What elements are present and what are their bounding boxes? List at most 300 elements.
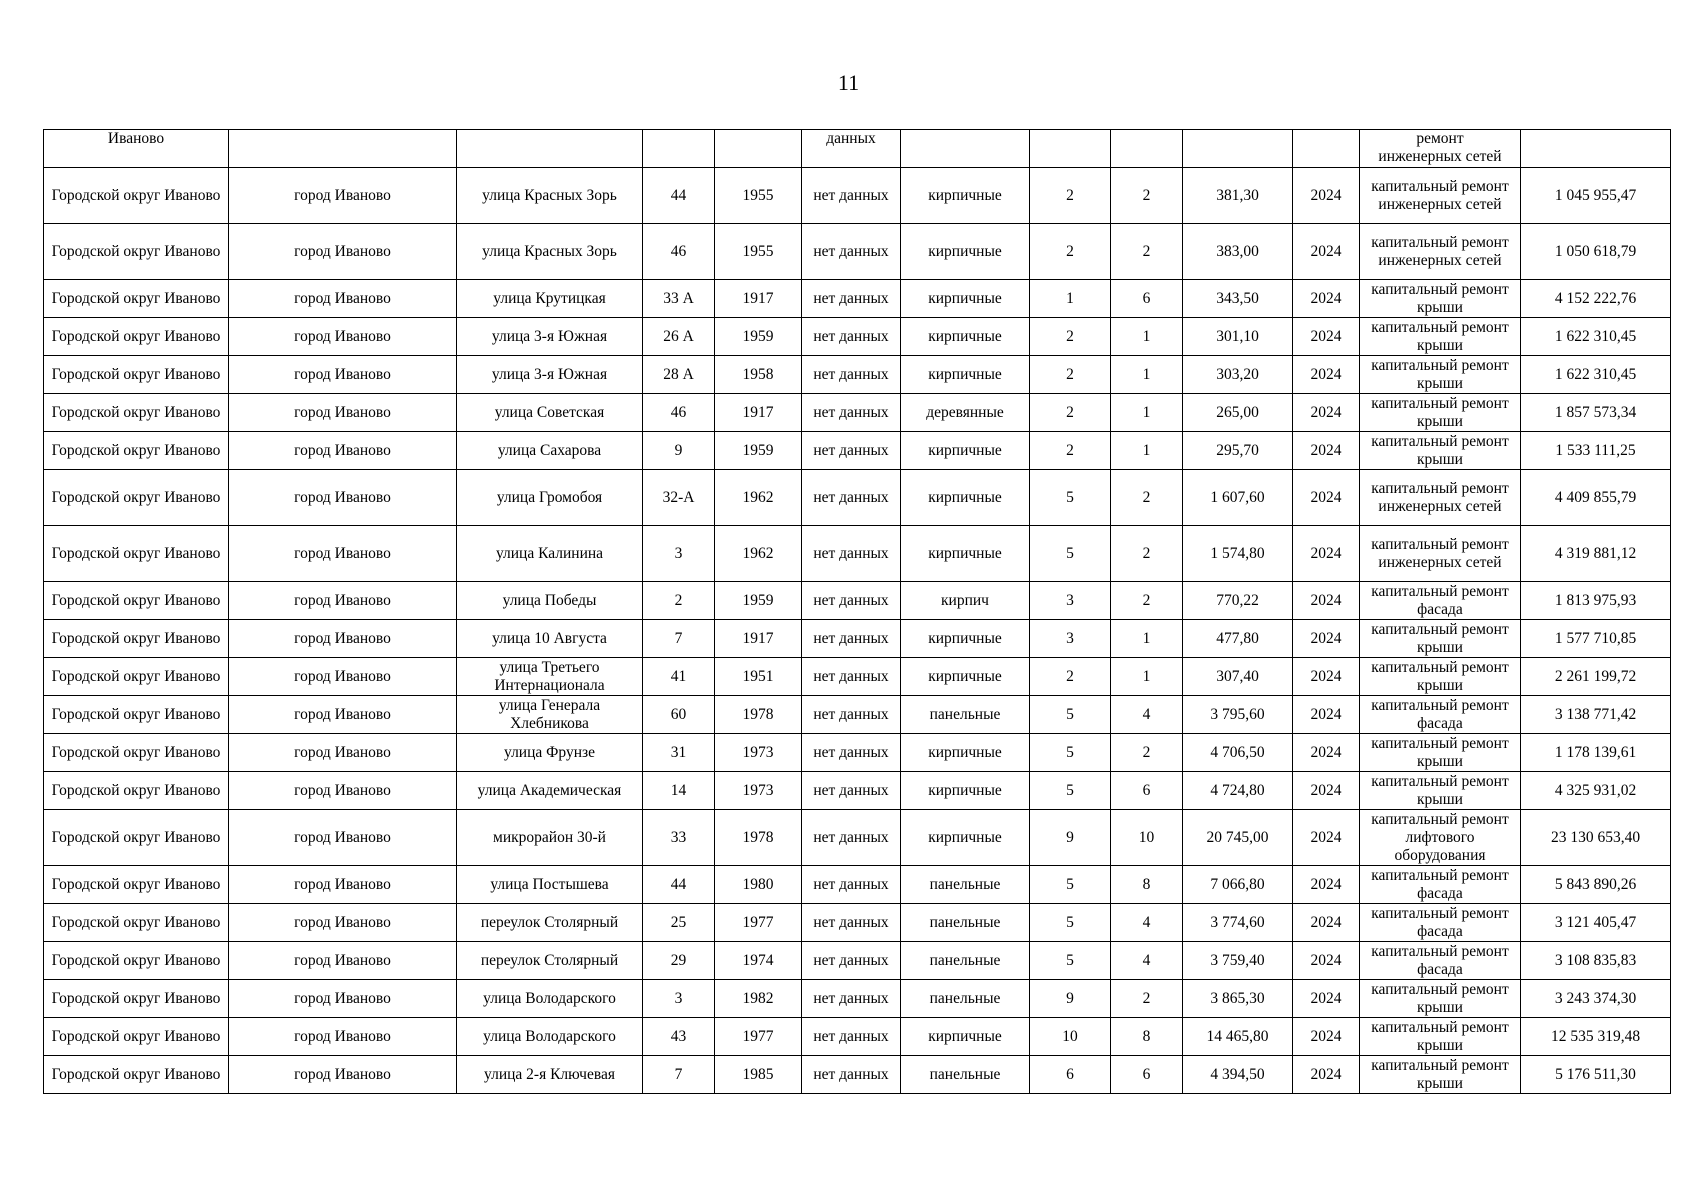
table-row: [44, 1018, 1671, 1056]
street-cell: улица Красных Зорь: [457, 224, 643, 280]
build-year-cell: 1951: [715, 658, 802, 696]
house-number-cell: 28 А: [643, 356, 715, 394]
entrances-cell: 4: [1111, 904, 1183, 942]
municipality-cell: Городской округ Иваново: [44, 734, 229, 772]
area-cell: 1 607,60: [1183, 470, 1293, 526]
condition-cell: нет данных: [802, 224, 901, 280]
cost-cell: 4 409 855,79: [1521, 470, 1671, 526]
settlement-cell: город Иваново: [229, 810, 457, 866]
floors-cell: 5: [1030, 696, 1111, 734]
municipality-cell: Городской округ Иваново: [44, 866, 229, 904]
cost-cell: 3 108 835,83: [1521, 942, 1671, 980]
floors-cell: 5: [1030, 866, 1111, 904]
settlement-cell: город Иваново: [229, 168, 457, 224]
settlement-cell: город Иваново: [229, 280, 457, 318]
house-number-cell: 33: [643, 810, 715, 866]
wall-material-cell: кирпичные: [901, 318, 1030, 356]
year-cell: 2024: [1293, 470, 1360, 526]
floors-cell: 5: [1030, 942, 1111, 980]
condition-cell: нет данных: [802, 772, 901, 810]
work-type-cell: капитальный ремонт крыши: [1360, 772, 1521, 810]
year-cell: 2024: [1293, 772, 1360, 810]
housing-repair-table: [43, 129, 1671, 1094]
street-cell: улица Постышева: [457, 866, 643, 904]
street-cell: улица Володарского: [457, 980, 643, 1018]
condition-cell: нет данных: [802, 1056, 901, 1094]
build-year-cell: 1959: [715, 318, 802, 356]
work-type-cell: капитальный ремонт фасада: [1360, 866, 1521, 904]
year-cell: 2024: [1293, 1018, 1360, 1056]
build-year-cell: 1982: [715, 980, 802, 1018]
build-year-cell: 1917: [715, 620, 802, 658]
floors-cell: 2: [1030, 356, 1111, 394]
area-cell: 3 759,40: [1183, 942, 1293, 980]
cost-cell: 3 138 771,42: [1521, 696, 1671, 734]
wall-material-cell: кирпичные: [901, 1018, 1030, 1056]
wall-material-cell: кирпичные: [901, 224, 1030, 280]
area-cell: 477,80: [1183, 620, 1293, 658]
municipality-cell: Городской округ Иваново: [44, 1056, 229, 1094]
entrances-cell: 2: [1111, 582, 1183, 620]
entrances-cell: 6: [1111, 772, 1183, 810]
street-cell: микрорайон 30-й: [457, 810, 643, 866]
year-cell: 2024: [1293, 224, 1360, 280]
municipality-cell: Городской округ Иваново: [44, 318, 229, 356]
work-type-cell: капитальный ремонт фасада: [1360, 582, 1521, 620]
cost-cell: 1 813 975,93: [1521, 582, 1671, 620]
floors-cell: 9: [1030, 810, 1111, 866]
area-cell: 1 574,80: [1183, 526, 1293, 582]
cost-cell: 4 152 222,76: [1521, 280, 1671, 318]
cost-cell: 3 121 405,47: [1521, 904, 1671, 942]
wall-material-cell: кирпичные: [901, 772, 1030, 810]
area-cell: 4 706,50: [1183, 734, 1293, 772]
house-number-cell: 25: [643, 904, 715, 942]
area-cell: 3 774,60: [1183, 904, 1293, 942]
house-number-cell: 44: [643, 168, 715, 224]
wall-material-cell: панельные: [901, 942, 1030, 980]
cost-cell: 1 622 310,45: [1521, 356, 1671, 394]
street-cell: переулок Столярный: [457, 904, 643, 942]
wall-material-cell: кирпичные: [901, 526, 1030, 582]
work-type-cell: капитальный ремонт крыши: [1360, 620, 1521, 658]
settlement-cell: город Иваново: [229, 904, 457, 942]
floors-cell: 5: [1030, 526, 1111, 582]
year-cell: 2024: [1293, 866, 1360, 904]
settlement-cell: город Иваново: [229, 582, 457, 620]
street-cell: улица Володарского: [457, 1018, 643, 1056]
work-type-cell: капитальный ремонт крыши: [1360, 658, 1521, 696]
table-row: [44, 696, 1671, 734]
settlement-cell: город Иваново: [229, 658, 457, 696]
area-cell: 343,50: [1183, 280, 1293, 318]
house-number-cell: 46: [643, 224, 715, 280]
table-row: [44, 810, 1671, 866]
table-row: [44, 526, 1671, 582]
work-type-cell: капитальный ремонт крыши: [1360, 318, 1521, 356]
municipality-cell: Городской округ Иваново: [44, 394, 229, 432]
house-number-cell: 3: [643, 980, 715, 1018]
year-cell: 2024: [1293, 658, 1360, 696]
work-type-cell: капитальный ремонт фасада: [1360, 942, 1521, 980]
settlement-cell: [229, 130, 457, 168]
year-cell: 2024: [1293, 526, 1360, 582]
municipality-cell: Иваново: [44, 130, 229, 168]
build-year-cell: 1955: [715, 224, 802, 280]
street-cell: улица Третьего Интернационала: [457, 658, 643, 696]
entrances-cell: 1: [1111, 658, 1183, 696]
house-number-cell: 2: [643, 582, 715, 620]
municipality-cell: Городской округ Иваново: [44, 280, 229, 318]
table-row-continuation: [44, 130, 1671, 168]
area-cell: 14 465,80: [1183, 1018, 1293, 1056]
street-cell: улица Победы: [457, 582, 643, 620]
municipality-cell: Городской округ Иваново: [44, 772, 229, 810]
settlement-cell: город Иваново: [229, 394, 457, 432]
street-cell: переулок Столярный: [457, 942, 643, 980]
table-row: [44, 470, 1671, 526]
wall-material-cell: панельные: [901, 1056, 1030, 1094]
house-number-cell: 32-А: [643, 470, 715, 526]
cost-cell: 23 130 653,40: [1521, 810, 1671, 866]
entrances-cell: 8: [1111, 866, 1183, 904]
wall-material-cell: панельные: [901, 980, 1030, 1018]
condition-cell: нет данных: [802, 696, 901, 734]
year-cell: 2024: [1293, 942, 1360, 980]
build-year-cell: 1917: [715, 394, 802, 432]
floors-cell: 2: [1030, 224, 1111, 280]
street-cell: улица Калинина: [457, 526, 643, 582]
build-year-cell: 1959: [715, 432, 802, 470]
street-cell: улица 2-я Ключевая: [457, 1056, 643, 1094]
work-type-cell: капитальный ремонт лифтового оборудования: [1360, 810, 1521, 866]
condition-cell: нет данных: [802, 904, 901, 942]
table-row: [44, 866, 1671, 904]
area-cell: 3 865,30: [1183, 980, 1293, 1018]
area-cell: 770,22: [1183, 582, 1293, 620]
street-cell: улица Крутицкая: [457, 280, 643, 318]
year-cell: 2024: [1293, 432, 1360, 470]
table-row: [44, 658, 1671, 696]
entrances-cell: 1: [1111, 356, 1183, 394]
settlement-cell: город Иваново: [229, 1018, 457, 1056]
year-cell: 2024: [1293, 696, 1360, 734]
table-row: [44, 582, 1671, 620]
house-number-cell: 26 А: [643, 318, 715, 356]
year-cell: 2024: [1293, 394, 1360, 432]
area-cell: 4 394,50: [1183, 1056, 1293, 1094]
settlement-cell: город Иваново: [229, 772, 457, 810]
work-type-cell: капитальный ремонт крыши: [1360, 280, 1521, 318]
floors-cell: [1030, 130, 1111, 168]
cost-cell: 1 533 111,25: [1521, 432, 1671, 470]
build-year-cell: 1974: [715, 942, 802, 980]
build-year-cell: 1962: [715, 526, 802, 582]
work-type-cell: капитальный ремонт крыши: [1360, 432, 1521, 470]
house-number-cell: 3: [643, 526, 715, 582]
work-type-cell: капитальный ремонт инженерных сетей: [1360, 470, 1521, 526]
floors-cell: 10: [1030, 1018, 1111, 1056]
condition-cell: нет данных: [802, 980, 901, 1018]
entrances-cell: 1: [1111, 432, 1183, 470]
settlement-cell: город Иваново: [229, 356, 457, 394]
area-cell: [1183, 130, 1293, 168]
cost-cell: 4 319 881,12: [1521, 526, 1671, 582]
build-year-cell: 1962: [715, 470, 802, 526]
wall-material-cell: кирпичные: [901, 356, 1030, 394]
table-row: [44, 620, 1671, 658]
work-type-cell: капитальный ремонт крыши: [1360, 394, 1521, 432]
condition-cell: нет данных: [802, 318, 901, 356]
table-row: [44, 318, 1671, 356]
wall-material-cell: кирпичные: [901, 620, 1030, 658]
wall-material-cell: кирпичные: [901, 168, 1030, 224]
entrances-cell: 2: [1111, 980, 1183, 1018]
floors-cell: 2: [1030, 394, 1111, 432]
year-cell: [1293, 130, 1360, 168]
work-type-cell: капитальный ремонт инженерных сетей: [1360, 168, 1521, 224]
street-cell: улица Академическая: [457, 772, 643, 810]
table-row: [44, 168, 1671, 224]
cost-cell: 1 050 618,79: [1521, 224, 1671, 280]
table-row: [44, 432, 1671, 470]
cost-cell: 2 261 199,72: [1521, 658, 1671, 696]
table-row: [44, 980, 1671, 1018]
street-cell: улица Красных Зорь: [457, 168, 643, 224]
page-number: 11: [837, 70, 860, 95]
cost-cell: 12 535 319,48: [1521, 1018, 1671, 1056]
cost-cell: 3 243 374,30: [1521, 980, 1671, 1018]
work-type-cell: капитальный ремонт фасада: [1360, 696, 1521, 734]
condition-cell: нет данных: [802, 356, 901, 394]
entrances-cell: [1111, 130, 1183, 168]
year-cell: 2024: [1293, 734, 1360, 772]
floors-cell: 1: [1030, 280, 1111, 318]
work-type-cell: капитальный ремонт крыши: [1360, 356, 1521, 394]
entrances-cell: 1: [1111, 318, 1183, 356]
municipality-cell: Городской округ Иваново: [44, 904, 229, 942]
house-number-cell: 44: [643, 866, 715, 904]
entrances-cell: 2: [1111, 470, 1183, 526]
condition-cell: нет данных: [802, 942, 901, 980]
municipality-cell: Городской округ Иваново: [44, 470, 229, 526]
condition-cell: нет данных: [802, 620, 901, 658]
work-type-cell: капитальный ремонт крыши: [1360, 1018, 1521, 1056]
entrances-cell: 10: [1111, 810, 1183, 866]
house-number-cell: 29: [643, 942, 715, 980]
street-cell: улица 3-я Южная: [457, 356, 643, 394]
year-cell: 2024: [1293, 980, 1360, 1018]
condition-cell: нет данных: [802, 734, 901, 772]
year-cell: 2024: [1293, 1056, 1360, 1094]
build-year-cell: [715, 130, 802, 168]
area-cell: 7 066,80: [1183, 866, 1293, 904]
street-cell: улица Генерала Хлебникова: [457, 696, 643, 734]
cost-cell: 5 176 511,30: [1521, 1056, 1671, 1094]
wall-material-cell: кирпичные: [901, 432, 1030, 470]
settlement-cell: город Иваново: [229, 734, 457, 772]
cost-cell: 1 577 710,85: [1521, 620, 1671, 658]
house-number-cell: 7: [643, 620, 715, 658]
settlement-cell: город Иваново: [229, 470, 457, 526]
table-row: [44, 772, 1671, 810]
settlement-cell: город Иваново: [229, 942, 457, 980]
floors-cell: 3: [1030, 620, 1111, 658]
floors-cell: 2: [1030, 318, 1111, 356]
house-number-cell: 46: [643, 394, 715, 432]
entrances-cell: 2: [1111, 168, 1183, 224]
cost-cell: 1 045 955,47: [1521, 168, 1671, 224]
floors-cell: 5: [1030, 734, 1111, 772]
condition-cell: нет данных: [802, 432, 901, 470]
street-cell: улица Сахарова: [457, 432, 643, 470]
settlement-cell: город Иваново: [229, 1056, 457, 1094]
year-cell: 2024: [1293, 356, 1360, 394]
wall-material-cell: кирпичные: [901, 280, 1030, 318]
house-number-cell: 7: [643, 1056, 715, 1094]
table-row: [44, 1056, 1671, 1094]
house-number-cell: 9: [643, 432, 715, 470]
house-number-cell: 14: [643, 772, 715, 810]
wall-material-cell: панельные: [901, 696, 1030, 734]
condition-cell: нет данных: [802, 866, 901, 904]
cost-cell: 5 843 890,26: [1521, 866, 1671, 904]
year-cell: 2024: [1293, 904, 1360, 942]
entrances-cell: 4: [1111, 942, 1183, 980]
entrances-cell: 2: [1111, 526, 1183, 582]
build-year-cell: 1977: [715, 1018, 802, 1056]
area-cell: 265,00: [1183, 394, 1293, 432]
municipality-cell: Городской округ Иваново: [44, 582, 229, 620]
municipality-cell: Городской округ Иваново: [44, 356, 229, 394]
municipality-cell: Городской округ Иваново: [44, 658, 229, 696]
year-cell: 2024: [1293, 582, 1360, 620]
build-year-cell: 1959: [715, 582, 802, 620]
build-year-cell: 1973: [715, 734, 802, 772]
work-type-cell: капитальный ремонт инженерных сетей: [1360, 526, 1521, 582]
table-row: [44, 356, 1671, 394]
build-year-cell: 1917: [715, 280, 802, 318]
work-type-cell: капитальный ремонт крыши: [1360, 734, 1521, 772]
municipality-cell: Городской округ Иваново: [44, 1018, 229, 1056]
wall-material-cell: панельные: [901, 866, 1030, 904]
settlement-cell: город Иваново: [229, 866, 457, 904]
condition-cell: нет данных: [802, 470, 901, 526]
condition-cell: нет данных: [802, 526, 901, 582]
floors-cell: 5: [1030, 904, 1111, 942]
cost-cell: 4 325 931,02: [1521, 772, 1671, 810]
work-type-cell: ремонт инженерных сетей: [1360, 130, 1521, 168]
street-cell: улица Фрунзе: [457, 734, 643, 772]
area-cell: 20 745,00: [1183, 810, 1293, 866]
table-row: [44, 942, 1671, 980]
year-cell: 2024: [1293, 168, 1360, 224]
municipality-cell: Городской округ Иваново: [44, 620, 229, 658]
floors-cell: 2: [1030, 168, 1111, 224]
floors-cell: 6: [1030, 1056, 1111, 1094]
municipality-cell: Городской округ Иваново: [44, 810, 229, 866]
floors-cell: 3: [1030, 582, 1111, 620]
municipality-cell: Городской округ Иваново: [44, 980, 229, 1018]
entrances-cell: 6: [1111, 1056, 1183, 1094]
area-cell: 381,30: [1183, 168, 1293, 224]
table-row: [44, 734, 1671, 772]
build-year-cell: 1973: [715, 772, 802, 810]
year-cell: 2024: [1293, 620, 1360, 658]
condition-cell: нет данных: [802, 1018, 901, 1056]
entrances-cell: 1: [1111, 394, 1183, 432]
condition-cell: нет данных: [802, 810, 901, 866]
wall-material-cell: кирпич: [901, 582, 1030, 620]
wall-material-cell: кирпичные: [901, 810, 1030, 866]
floors-cell: 9: [1030, 980, 1111, 1018]
floors-cell: 5: [1030, 772, 1111, 810]
area-cell: 3 795,60: [1183, 696, 1293, 734]
street-cell: [457, 130, 643, 168]
area-cell: 301,10: [1183, 318, 1293, 356]
area-cell: 307,40: [1183, 658, 1293, 696]
street-cell: улица 10 Августа: [457, 620, 643, 658]
house-number-cell: 43: [643, 1018, 715, 1056]
municipality-cell: Городской округ Иваново: [44, 942, 229, 980]
settlement-cell: город Иваново: [229, 432, 457, 470]
wall-material-cell: кирпичные: [901, 470, 1030, 526]
cost-cell: 1 178 139,61: [1521, 734, 1671, 772]
settlement-cell: город Иваново: [229, 980, 457, 1018]
condition-cell: данных: [802, 130, 901, 168]
condition-cell: нет данных: [802, 658, 901, 696]
wall-material-cell: кирпичные: [901, 734, 1030, 772]
street-cell: улица 3-я Южная: [457, 318, 643, 356]
settlement-cell: город Иваново: [229, 224, 457, 280]
build-year-cell: 1955: [715, 168, 802, 224]
entrances-cell: 2: [1111, 224, 1183, 280]
house-number-cell: [643, 130, 715, 168]
work-type-cell: капитальный ремонт крыши: [1360, 1056, 1521, 1094]
settlement-cell: город Иваново: [229, 526, 457, 582]
house-number-cell: 31: [643, 734, 715, 772]
condition-cell: нет данных: [802, 394, 901, 432]
work-type-cell: капитальный ремонт крыши: [1360, 980, 1521, 1018]
wall-material-cell: деревянные: [901, 394, 1030, 432]
table-row: [44, 394, 1671, 432]
entrances-cell: 6: [1111, 280, 1183, 318]
wall-material-cell: [901, 130, 1030, 168]
municipality-cell: Городской округ Иваново: [44, 526, 229, 582]
build-year-cell: 1958: [715, 356, 802, 394]
build-year-cell: 1978: [715, 810, 802, 866]
table-body: [44, 130, 1671, 1094]
work-type-cell: капитальный ремонт фасада: [1360, 904, 1521, 942]
municipality-cell: Городской округ Иваново: [44, 224, 229, 280]
wall-material-cell: кирпичные: [901, 658, 1030, 696]
wall-material-cell: панельные: [901, 904, 1030, 942]
area-cell: 303,20: [1183, 356, 1293, 394]
entrances-cell: 1: [1111, 620, 1183, 658]
table-row: [44, 280, 1671, 318]
floors-cell: 2: [1030, 658, 1111, 696]
settlement-cell: город Иваново: [229, 318, 457, 356]
area-cell: 295,70: [1183, 432, 1293, 470]
street-cell: улица Советская: [457, 394, 643, 432]
year-cell: 2024: [1293, 318, 1360, 356]
condition-cell: нет данных: [802, 280, 901, 318]
settlement-cell: город Иваново: [229, 696, 457, 734]
house-number-cell: 41: [643, 658, 715, 696]
cost-cell: 1 857 573,34: [1521, 394, 1671, 432]
area-cell: 4 724,80: [1183, 772, 1293, 810]
year-cell: 2024: [1293, 810, 1360, 866]
